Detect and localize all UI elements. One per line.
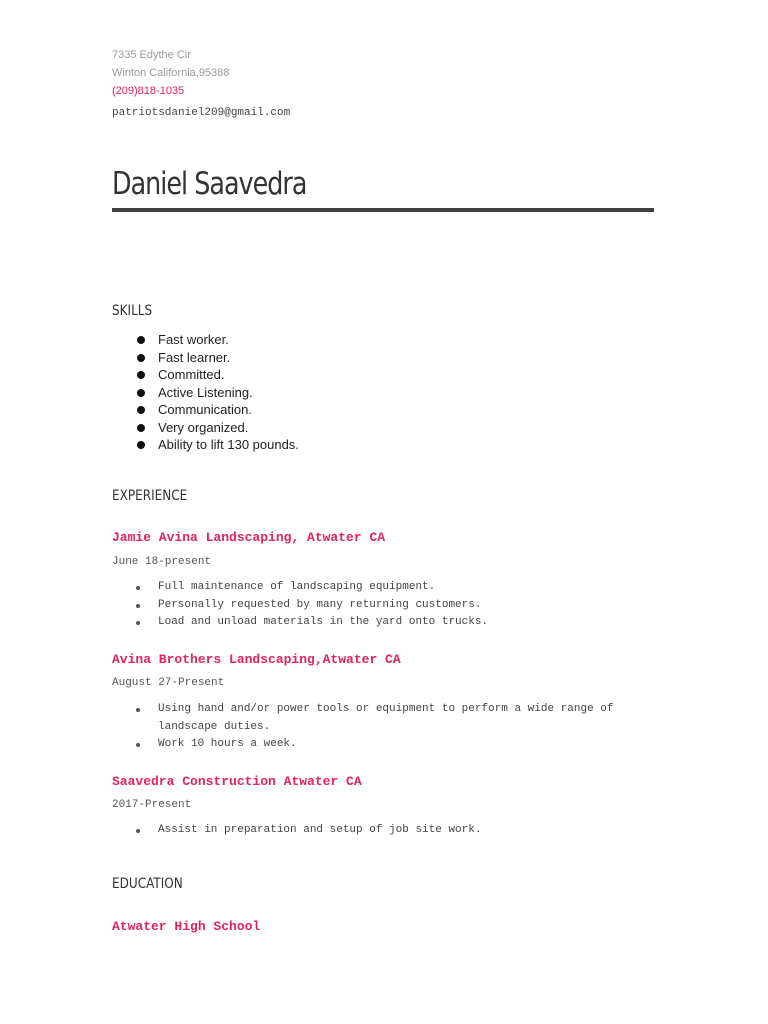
duty-text: Using hand and/or power tools or equipment to perform a wide range of landscape duties.	[158, 703, 614, 733]
skill-item	[112, 384, 299, 402]
bullet-icon	[136, 604, 140, 608]
duty-text: Full maintenance of landscaping equipment.	[158, 581, 436, 593]
bullet-icon	[137, 406, 145, 414]
skill-text: Committed.	[158, 367, 225, 382]
bullet-icon	[137, 336, 145, 344]
bullet-icon	[136, 621, 140, 625]
duty-text: Work 10 hours a week.	[158, 738, 297, 750]
bullet-icon	[137, 371, 145, 379]
job-title: Avina Brothers Landscaping,Atwater CA	[112, 652, 401, 667]
contact-email: patriotsdaniel209@gmail.com	[112, 107, 291, 119]
skills-heading: SKILLS	[112, 303, 153, 319]
bullet-icon	[137, 441, 145, 449]
job-duties	[112, 579, 642, 632]
experience-heading: EXPERIENCE	[112, 488, 188, 504]
job-duties	[112, 701, 642, 754]
skill-item	[112, 331, 299, 349]
duty-item	[112, 614, 642, 632]
school-name: Atwater High School	[112, 919, 261, 934]
skill-item	[112, 436, 299, 454]
skill-text: Active Listening.	[158, 384, 253, 400]
duty-text: Personally requested by many returning customers.	[158, 598, 482, 611]
duty-item	[112, 579, 642, 597]
contact-city: Winton California,95388	[112, 67, 230, 79]
skill-item	[112, 366, 299, 384]
job-duties	[112, 822, 642, 840]
job-date: August 27-Present	[112, 677, 225, 689]
job-date: June 18-present	[112, 556, 212, 568]
skill-text: Communication.	[158, 402, 252, 417]
contact-phone: (209)818-1035	[112, 85, 185, 97]
resume-name: Daniel Saavedra	[112, 166, 307, 202]
skill-item	[112, 349, 299, 367]
contact-street: 7335 Edythe Cir	[112, 49, 191, 61]
education-heading: EDUCATION	[112, 876, 183, 892]
skill-text: Fast worker.	[158, 332, 229, 347]
bullet-icon	[136, 586, 140, 590]
skill-item	[112, 401, 299, 419]
bullet-icon	[136, 708, 140, 712]
skill-text: Fast learner.	[158, 349, 231, 365]
duty-item	[112, 597, 642, 615]
contact-block	[112, 46, 229, 100]
skills-list	[112, 331, 299, 454]
bullet-icon	[137, 389, 145, 397]
job-title: Jamie Avina Landscaping, Atwater CA	[112, 530, 386, 545]
duty-item	[112, 736, 642, 754]
bullet-icon	[137, 354, 145, 362]
duty-text: Assist in preparation and setup of job site work.	[158, 824, 482, 836]
bullet-icon	[136, 829, 140, 833]
skill-item	[112, 419, 299, 437]
duty-text: Load and unload materials in the yard onto trucks.	[158, 616, 489, 628]
job-date: 2017-Present	[112, 799, 192, 811]
bullet-icon	[136, 743, 140, 747]
skill-text: Very organized.	[158, 419, 249, 435]
duty-item	[112, 701, 642, 736]
job-title: Saavedra Construction Atwater CA	[112, 774, 362, 789]
bullet-icon	[137, 424, 145, 432]
duty-item	[112, 822, 642, 840]
name-divider	[112, 208, 654, 212]
skill-text: Ability to lift 130 pounds.	[158, 437, 299, 452]
